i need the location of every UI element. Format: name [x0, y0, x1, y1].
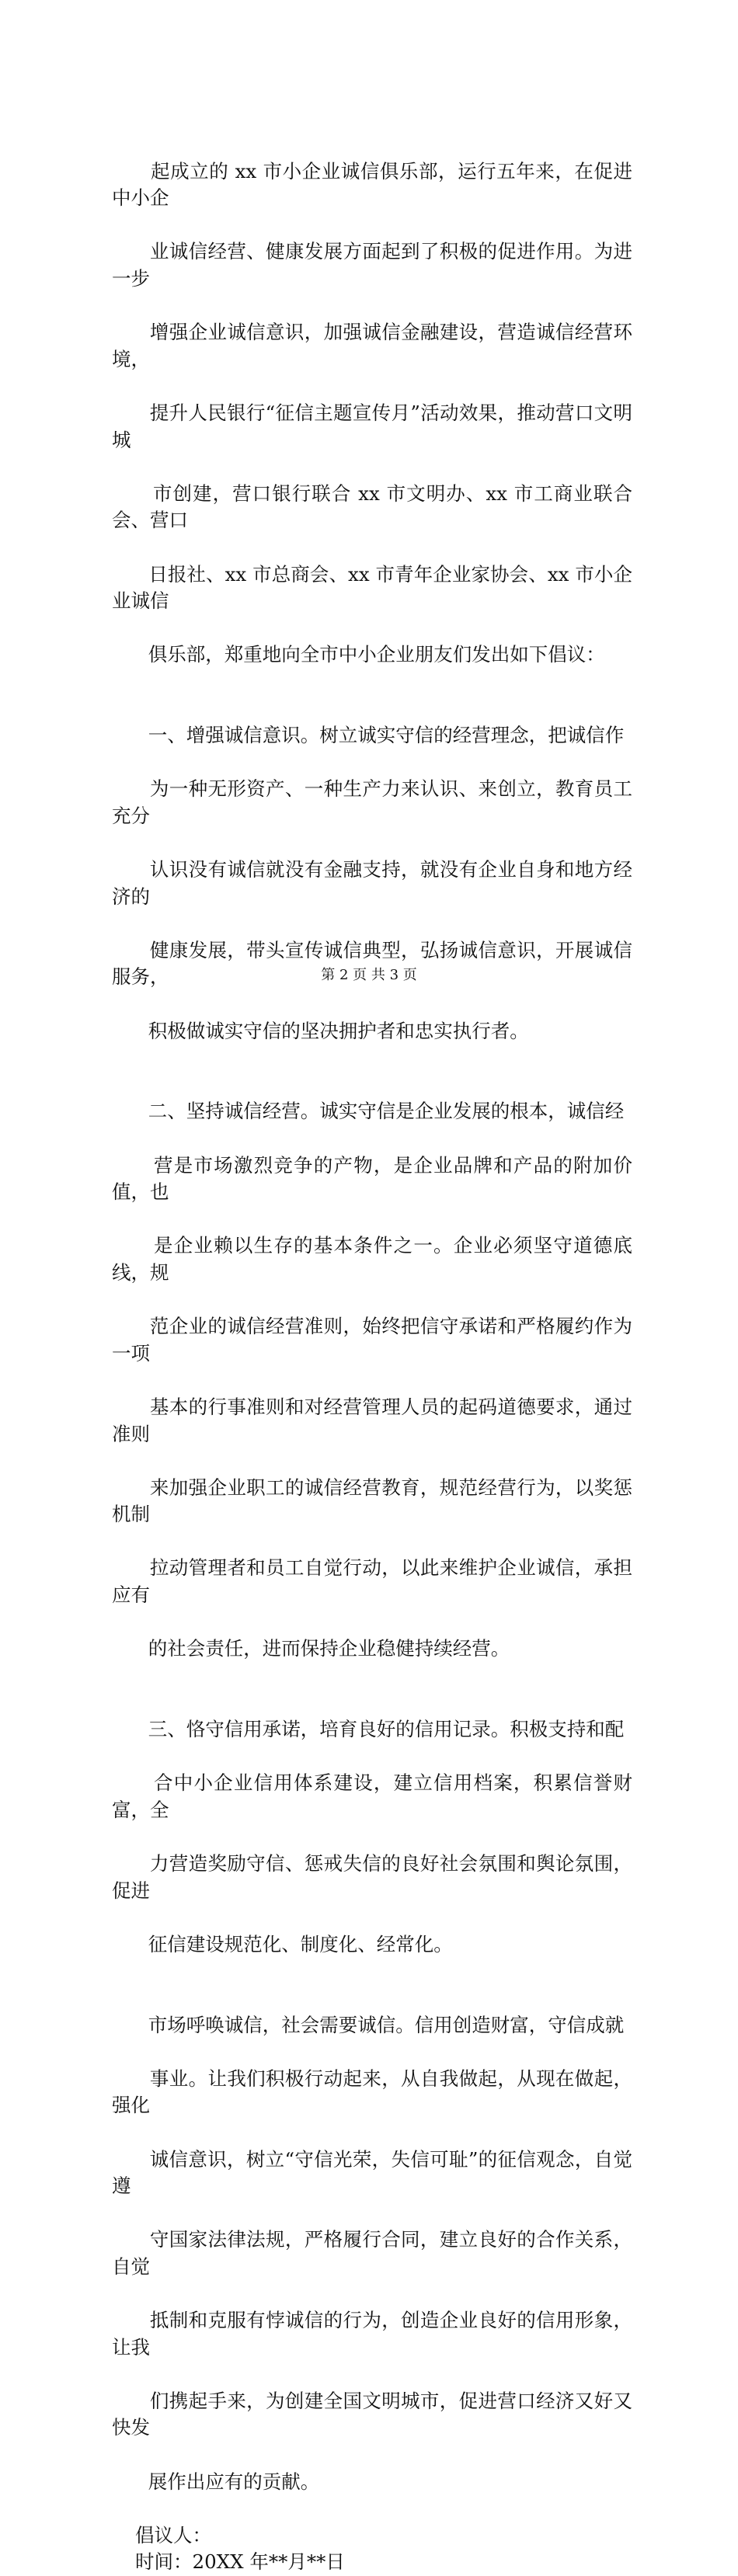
text-line: 认识没有诚信就没有金融支持，就没有企业自身和地方经济的 — [112, 858, 633, 908]
text-line: 范企业的诚信经营准则，始终把信守承诺和严格履约作为一项 — [112, 1315, 633, 1364]
text-line: 起成立的 xx 市小企业诚信俱乐部，运行五年来，在促进中小企 — [112, 159, 632, 210]
proposer-line: 倡议人： — [135, 2523, 211, 2546]
text-line: 提升人民银行“征信主题宣传月”活动效果，推动营口文明城 — [112, 401, 632, 451]
text-line: 健康发展，带头宣传诚信典型，弘扬诚信意识，开展诚信服务， — [112, 938, 633, 989]
text-line: 增强企业诚信意识，加强诚信金融建设，营造诚信经营环境， — [112, 321, 633, 370]
text-line: 为一种无形资产、一种生产力来认识、来创立，教育员工充分 — [112, 777, 633, 827]
text-line: 是企业赖以生存的基本条件之一。企业必须坚守道德底线，规 — [112, 1234, 632, 1284]
paragraph-intro — [112, 131, 632, 695]
text-line: 市场呼唤诚信，社会需要诚信。信用创造财富，守信成就 — [148, 2013, 625, 2036]
text-line: 俱乐部，郑重地向全市中小企业朋友们发出如下倡议： — [148, 643, 605, 666]
text-line: 征信建设规范化、制度化、经常化。 — [148, 1932, 453, 1955]
text-line: 基本的行事准则和对经营管理人员的起码道德要求，通过准则 — [112, 1395, 633, 1445]
paragraph-closing — [112, 1985, 632, 2522]
document-body — [112, 131, 632, 2576]
text-line: 三、恪守信用承诺，培育良好的信用记录。积极支持和配 — [148, 1718, 625, 1741]
text-line: 日报社、xx 市总商会、xx 市青年企业家协会、xx 市小企业诚信 — [112, 562, 632, 613]
text-line: 业诚信经营、健康发展方面起到了积极的促进作用。为进一步 — [112, 240, 633, 290]
text-line: 二、坚持诚信经营。诚实守信是企业发展的根本，诚信经 — [148, 1100, 625, 1123]
text-line: 合中小企业信用体系建设，建立信用档案，积累信誉财富，全 — [112, 1771, 632, 1821]
page-footer: 第 2 页 共 3 页 — [321, 967, 417, 983]
text-line: 市创建，营口银行联合 xx 市文明办、xx 市工商业联合会、营口 — [112, 481, 632, 532]
text-line: 营是市场激烈竞争的产物，是企业品牌和产品的附加价值，也 — [112, 1153, 632, 1204]
text-line: 的社会责任，进而保持企业稳健持续经营。 — [148, 1637, 510, 1660]
text-line: 拉动管理者和员工自觉行动，以此来维护企业诚信，承担应有 — [112, 1556, 633, 1607]
text-line: 展作出应有的贡献。 — [148, 2470, 320, 2493]
text-line: 一、增强诚信意识。树立诚实守信的经营理念，把诚信作 — [148, 724, 625, 747]
paragraph-item-1 — [112, 695, 632, 1071]
text-line: 力营造奖励守信、惩戒失信的良好社会氛围和舆论氛围，促进 — [112, 1852, 633, 1902]
text-line: 事业。让我们积极行动起来，从自我做起，从现在做起，强化 — [112, 2067, 633, 2117]
date-line: 时间：20XX 年**月**日 — [135, 2550, 345, 2574]
text-line: 来加强企业职工的诚信经营教育，规范经营行为，以奖惩机制 — [112, 1476, 633, 1526]
text-line: 们携起手来，为创建全国文明城市，促进营口经济又好又快发 — [112, 2389, 633, 2439]
text-line: 守国家法律法规，严格履行合同，建立良好的合作关系，自觉 — [112, 2228, 633, 2278]
paragraph-item-2 — [112, 1072, 632, 1690]
text-line: 诚信意识，树立“守信光荣，失信可耻”的征信观念，自觉遵 — [112, 2147, 632, 2198]
paragraph-item-3 — [112, 1689, 632, 1985]
text-line: 抵制和克服有悖诚信的行为，创造企业良好的信用形象，让我 — [112, 2309, 633, 2359]
text-line: 积极做诚实守信的坚决拥护者和忠实执行者。 — [148, 1019, 529, 1042]
